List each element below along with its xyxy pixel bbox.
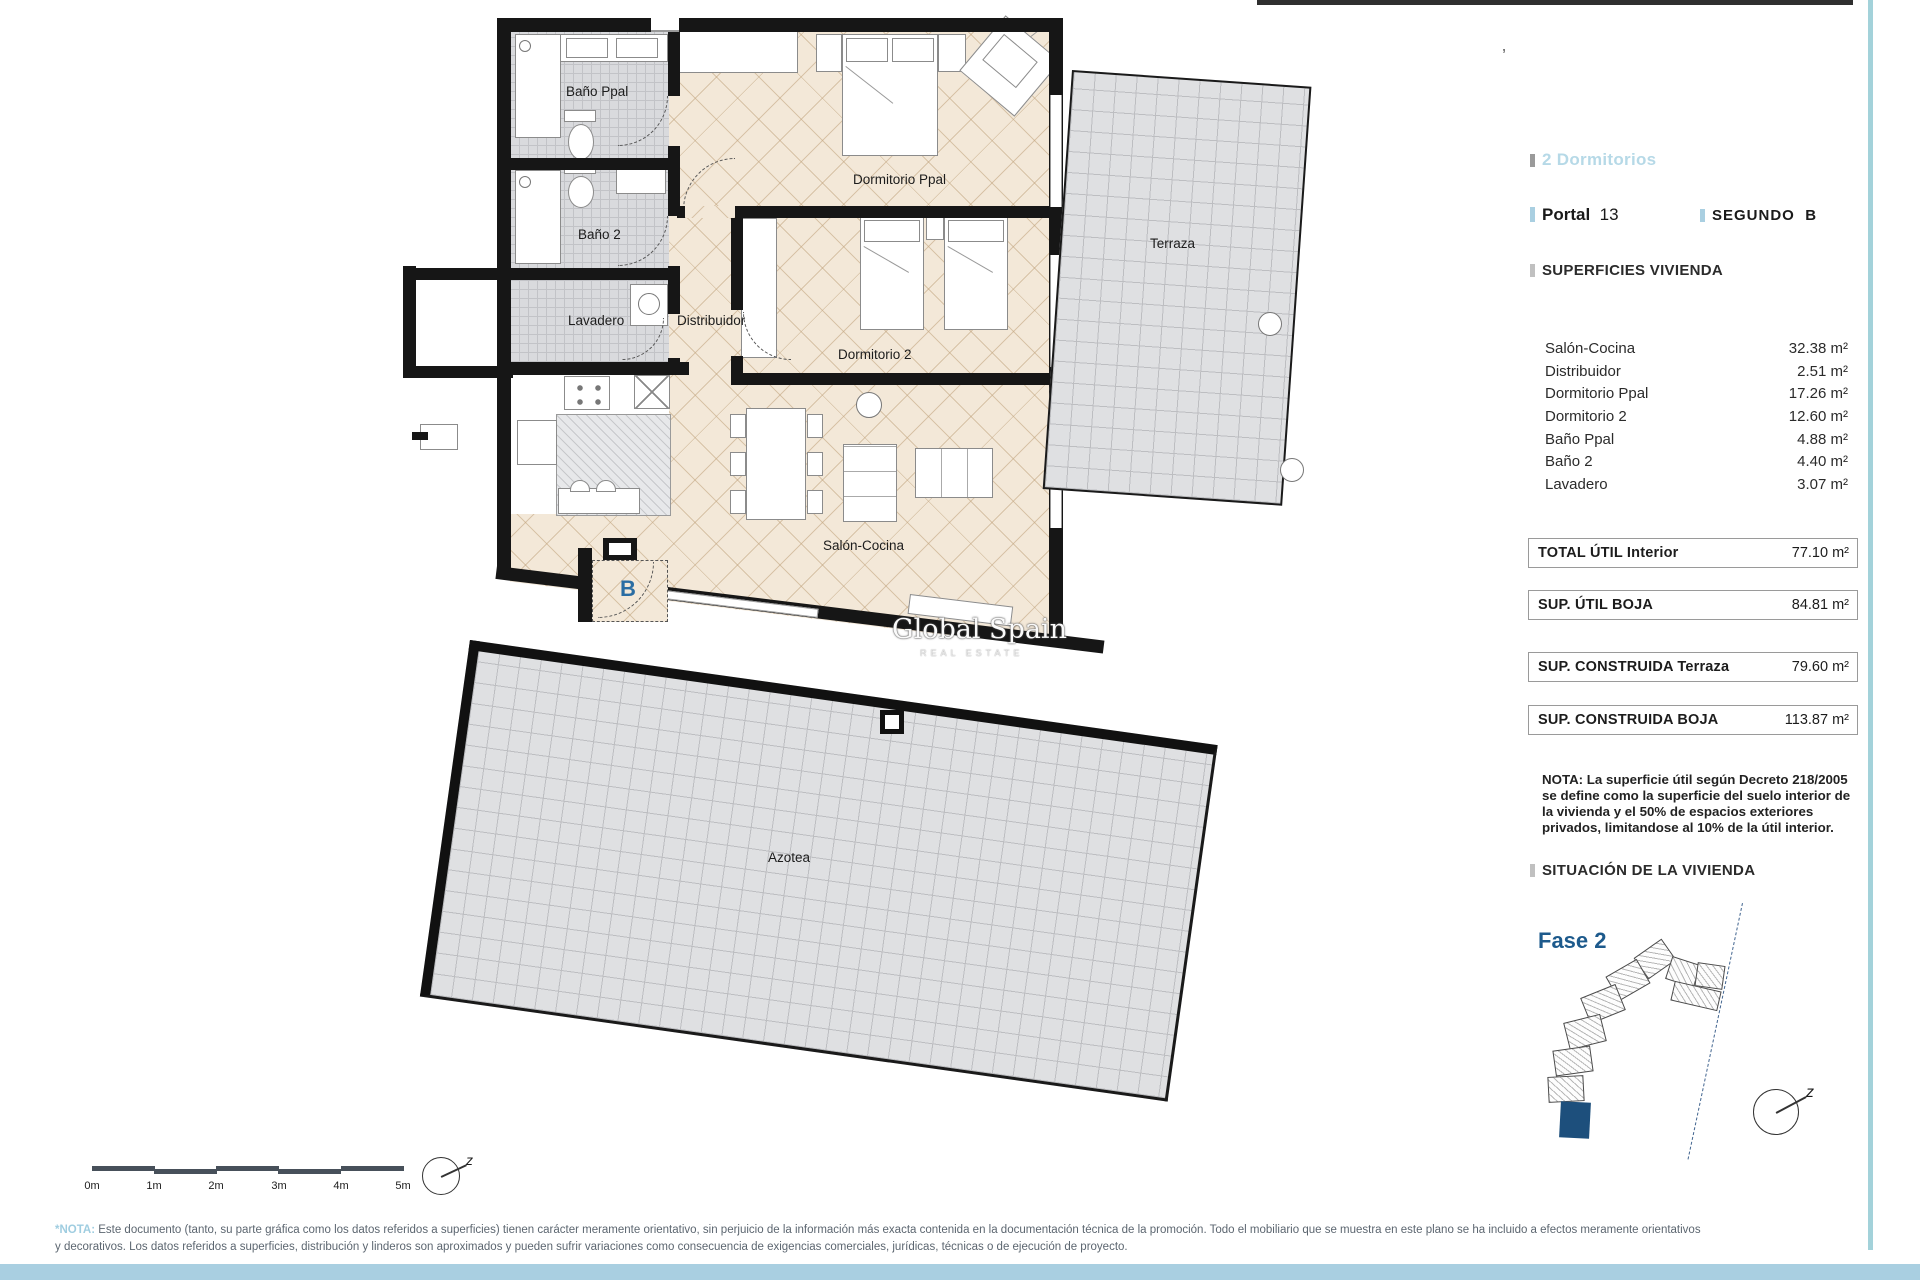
stray-tick: ’ [1502,46,1506,66]
room-label-azotea: Azotea [768,850,811,865]
wall [731,373,1063,385]
scale-tick-label: 5m [395,1180,411,1192]
scale-tick-label: 2m [208,1180,224,1192]
sup-construida-terraza-box [1528,652,1858,682]
exterior-wall [497,18,511,578]
panel-surfaces-title [1530,262,1723,279]
chair-symbol [730,414,746,438]
situation-title-label: SITUACIÓN DE LA VIVIENDA [1542,862,1756,879]
wall [403,266,416,378]
shower-head-icon [519,176,531,188]
portal-number: 13 [1599,205,1619,224]
floor-label: SEGUNDO [1712,207,1795,224]
watermark [892,614,1067,658]
type-label: 2 Dormitorios [1542,150,1657,169]
unit-letter: B [1805,207,1818,224]
surface-name: Baño 2 [1545,453,1593,470]
room-label-distribuidor: Distribuidor [677,313,746,328]
footnote [55,1222,1855,1257]
wall [731,356,743,373]
surface-row [1545,385,1848,402]
sup-util-boja-box [1528,590,1858,620]
surface-name: Dormitorio 2 [1545,408,1627,425]
bottom-bar [0,1264,1920,1280]
panel-situation-title [1530,862,1755,879]
wall [509,158,680,170]
siteplan-boundary-line [1688,903,1743,1159]
north-letter: z [1806,1084,1814,1101]
wall [731,218,743,310]
total-label: SUP. ÚTIL BOJA [1538,597,1654,613]
total-value: 77.10 m² [1791,545,1849,561]
siteplan-building [1552,1045,1593,1076]
panel-portal-row [1530,205,1619,225]
surface-row [1545,431,1848,448]
surface-name: Distribuidor [1545,363,1621,380]
total-label: SUP. CONSTRUIDA BOJA [1538,712,1719,728]
total-value: 79.60 m² [1791,659,1849,675]
toilet-symbol [568,124,594,160]
bullet-icon [1700,209,1705,222]
lavadero-extension-floor [415,279,510,366]
room-label-dorm2: Dormitorio 2 [838,347,912,362]
chair-symbol [807,490,823,514]
nightstand-symbol [816,34,842,72]
dining-table-symbol [746,408,806,520]
utility-box-tick [412,432,428,440]
surface-row [1545,340,1848,357]
door-gap [685,206,735,218]
wall [668,30,680,96]
bullet-icon [1530,864,1535,877]
footnote-line1: Este documento (tanto, su parte gráfica como los datos referidos a superficies) tienen carácter meramente orientativo, sin perjuicio de la información más exacta contenida en la documentación técnica de la promoción. Todo el mobiliario que se muestra en este plano se ha incluido a efectos meramente orientativos [95,1224,1701,1236]
surface-area: 12.60 m² [1788,408,1848,425]
siteplan-highlighted-unit [1559,1101,1591,1139]
wall [578,548,592,622]
pillow-symbol [846,38,888,62]
stove-symbol [564,376,610,410]
footnote-line2: y decorativos. Los datos referidos a superficies, distribución y linderos son aproximados y pueden sufrir variaciones como consecuencia de exigencias comerciales, jurídicas, técnicas o de ejecución de proyecto. [55,1241,1128,1254]
wall [668,266,680,314]
room-label-lavadero: Lavadero [568,313,625,328]
terraza-area [1043,70,1312,506]
scale-segment [154,1170,217,1174]
pillow-symbol [892,38,934,62]
pillow-symbol [948,220,1004,242]
entry-letter: B [620,576,636,601]
surface-row [1545,408,1848,425]
total-util-box [1528,538,1858,568]
total-value: 84.81 m² [1791,597,1849,613]
total-label: SUP. CONSTRUIDA Terraza [1538,659,1730,675]
panel-floor-row [1700,207,1817,224]
toilet-symbol [568,176,594,208]
total-label: TOTAL ÚTIL Interior [1538,545,1679,561]
surface-row [1545,476,1848,493]
nightstand-symbol [926,216,944,240]
panel-divider-line [1868,0,1873,1250]
scale-tick-label: 3m [271,1180,287,1192]
chair-symbol [807,452,823,476]
terrace-drain-icon [1258,312,1282,336]
watermark-line1: Global Spain [892,614,1067,645]
chair-symbol [807,414,823,438]
room-label-salon: Salón-Cocina [823,538,905,553]
side-table-symbol [856,392,882,418]
sofa-symbol [843,444,897,522]
toilet-symbol [564,110,596,122]
chair-symbol [730,452,746,476]
exterior-wall [497,18,1063,32]
wall [668,358,680,374]
surfaces-title-label: SUPERFICIES VIVIENDA [1542,262,1724,279]
footnote-prefix: *NOTA: [55,1224,96,1236]
chair-symbol [730,490,746,514]
terrace-drain-icon [1280,458,1304,482]
window-symbol [651,18,679,32]
surface-name: Dormitorio Ppal [1545,385,1649,402]
total-value: 113.87 m² [1784,712,1849,728]
roof-drain-box [880,710,904,734]
surface-name: Baño Ppal [1545,431,1615,448]
room-label-terraza: Terraza [1150,236,1196,251]
pillar-core [609,543,631,555]
surface-area: 32.38 m² [1788,340,1848,357]
panel-note: NOTA: La superficie útil según Decreto 218/2005 se define como la superficie del suelo interior de la vivienda y el 50% de espacios exteriores privados, limitandose al 10% de la útil interior. [1542,772,1851,835]
surface-name: Salón-Cocina [1545,340,1636,357]
sink-symbol [616,168,666,194]
scale-segment [216,1166,279,1170]
bullet-icon [1530,264,1535,277]
siteplan-building [1547,1075,1584,1103]
washer-door-icon [638,293,660,315]
surface-area: 2.51 m² [1797,363,1848,380]
surface-area: 17.26 m² [1788,385,1848,402]
shower-head-icon [519,40,531,52]
bullet-icon [1530,207,1535,222]
wall [403,268,680,280]
north-letter: z [466,1152,473,1168]
phase-label: Fase 2 [1538,928,1607,953]
window-symbol [1050,95,1062,207]
kitchen-sink-symbol [634,375,670,409]
siteplan-building [1563,1014,1607,1050]
surface-area: 3.07 m² [1797,476,1848,493]
surface-name: Lavadero [1545,476,1608,493]
pillow-symbol [864,220,920,242]
scale-tick-label: 0m [84,1180,100,1192]
room-label-dorm-ppal: Dormitorio Ppal [853,172,947,187]
surface-area: 4.88 m² [1797,431,1848,448]
watermark-line2: REAL ESTATE [920,648,1024,658]
surface-row [1545,363,1848,380]
scale-bar [92,1166,404,1175]
scale-segment [341,1166,404,1170]
surface-row [1545,453,1848,470]
wardrobe-symbol [678,31,798,73]
portal-label: Portal [1542,205,1591,224]
surface-area: 4.40 m² [1797,453,1848,470]
sofa-symbol [915,448,993,498]
sink-symbol [616,38,658,58]
fridge-symbol [517,420,557,465]
scale-tick-label: 4m [333,1180,349,1192]
sup-construida-boja-box [1528,705,1858,735]
room-label-bano-ppal: Baño Ppal [566,84,629,99]
panel-type-title [1530,150,1656,170]
scale-segment [92,1166,155,1170]
scale-segment [278,1170,341,1174]
top-right-line [1257,0,1853,5]
wall [497,362,689,375]
bullet-icon [1530,154,1535,167]
scale-tick-label: 1m [146,1180,162,1192]
sink-symbol [566,38,608,58]
room-label-bano2: Baño 2 [578,227,621,242]
